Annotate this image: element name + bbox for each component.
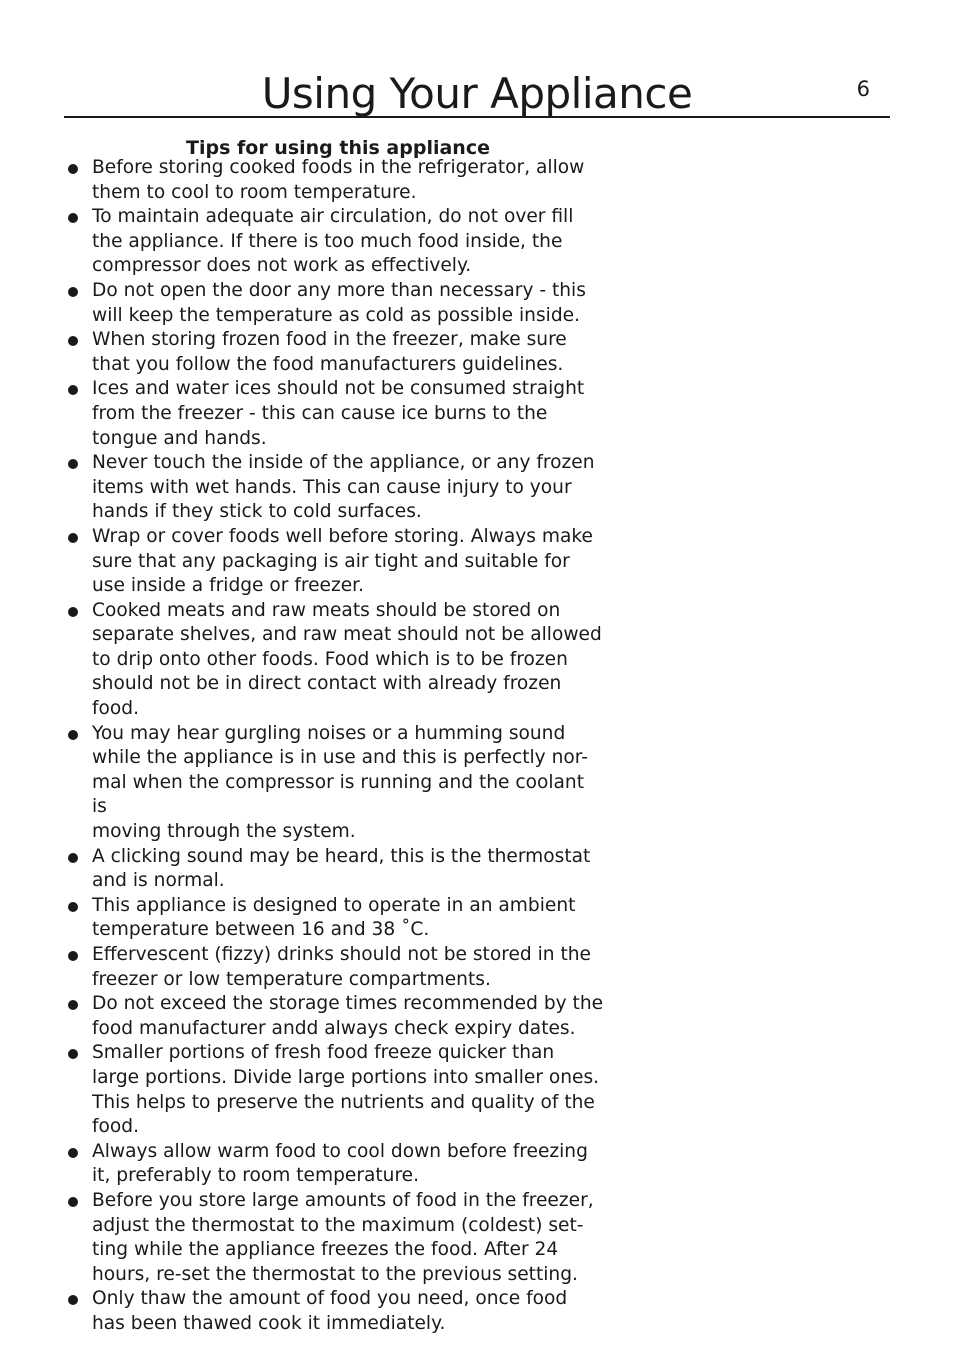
tip-item <box>64 943 604 992</box>
tip-text: When storing frozen food in the freezer, make sure that you follow the food manufacturers guidelines. <box>92 329 567 375</box>
bullet-icon <box>68 459 78 469</box>
tip-item <box>64 156 604 205</box>
bullet-icon <box>68 1295 78 1305</box>
bullet-icon <box>68 902 78 912</box>
tip-item <box>64 205 604 279</box>
bullet-icon <box>68 164 78 174</box>
tip-item <box>64 1041 604 1139</box>
tip-text: Wrap or cover foods well before storing. Always make sure that any packaging is air tight and suitable for use inside a fridge or freezer. <box>92 525 593 597</box>
bullet-icon <box>68 730 78 740</box>
tip-text: Cooked meats and raw meats should be stored on separate shelves, and raw meat should not be allowed to drip onto other foods. Food which is to be frozen should not be in direct contact with already frozen food. <box>92 599 602 720</box>
page-number: 6 <box>856 77 870 101</box>
tip-text: Ices and water ices should not be consumed straight from the freezer - this can cause ice burns to the tongue and hands. <box>92 378 585 449</box>
tip-item <box>64 894 604 943</box>
bullet-icon <box>68 853 78 863</box>
bullet-icon <box>68 287 78 297</box>
tip-text: You may hear gurgling noises or a humming sound while the appliance is in use and this is perfectly nor- mal when the compressor is running and the coolant is moving through the system. <box>92 722 588 843</box>
bullet-icon <box>68 951 78 961</box>
bullet-icon <box>68 385 78 395</box>
bullet-icon <box>68 336 78 346</box>
tip-item <box>64 599 604 722</box>
bullet-icon <box>68 533 78 543</box>
tip-text: Smaller portions of fresh food freeze quicker than large portions. Divide large portions into smaller ones. This helps to preserve the nutrients and quality of the food. <box>92 1042 600 1138</box>
section-heading: Tips for using this appliance <box>186 137 490 159</box>
tip-text: This appliance is designed to operate in an ambient temperature between 16 and 38 ˚C. <box>92 894 576 941</box>
tip-text: Before you store large amounts of food in the freezer, adjust the thermostat to the maximum (coldest) set- ting while the appliance freezes the food. After 24 hours, re-set the thermostat to the previous setting. <box>92 1189 594 1285</box>
tip-item <box>64 377 604 451</box>
tip-text: Do not exceed the storage times recommended by the food manufacturer andd always check expiry dates. <box>92 993 604 1039</box>
tip-text: Before storing cooked foods in the refrigerator, allow them to cool to room temperature. <box>92 157 585 203</box>
tip-text: Always allow warm food to cool down before freezing it, preferably to room temperature. <box>92 1140 588 1187</box>
tip-item <box>64 992 604 1041</box>
tips-list <box>64 156 604 1337</box>
tip-item <box>64 722 604 845</box>
bullet-icon <box>68 1049 78 1059</box>
bullet-icon <box>68 1148 78 1158</box>
tip-item <box>64 279 604 328</box>
bullet-icon <box>68 213 78 223</box>
page-title: Using Your Appliance <box>261 69 693 118</box>
tip-text: Never touch the inside of the appliance, or any frozen items with wet hands. This can cause injury to your hands if they stick to cold surfaces. <box>92 452 595 523</box>
tip-item <box>64 1189 604 1287</box>
bullet-icon <box>68 1000 78 1010</box>
bullet-icon <box>68 607 78 617</box>
tip-item <box>64 525 604 599</box>
page-header <box>64 68 890 118</box>
bullet-icon <box>68 1197 78 1207</box>
tip-item <box>64 328 604 377</box>
tip-item <box>64 451 604 525</box>
tip-item <box>64 845 604 894</box>
tip-text: Only thaw the amount of food you need, once food has been thawed cook it immediately. <box>92 1288 568 1334</box>
tip-item <box>64 1140 604 1189</box>
tip-text: Do not open the door any more than necessary - this will keep the temperature as cold as possible inside. <box>92 279 586 326</box>
tip-text: Effervescent (fizzy) drinks should not be stored in the freezer or low temperature compartments. <box>92 944 591 990</box>
tip-item <box>64 1287 604 1336</box>
tip-text: To maintain adequate air circulation, do not over fill the appliance. If there is too much food inside, the compressor does not work as effectively. <box>92 206 574 277</box>
tip-text: A clicking sound may be heard, this is the thermostat and is normal. <box>92 845 591 892</box>
